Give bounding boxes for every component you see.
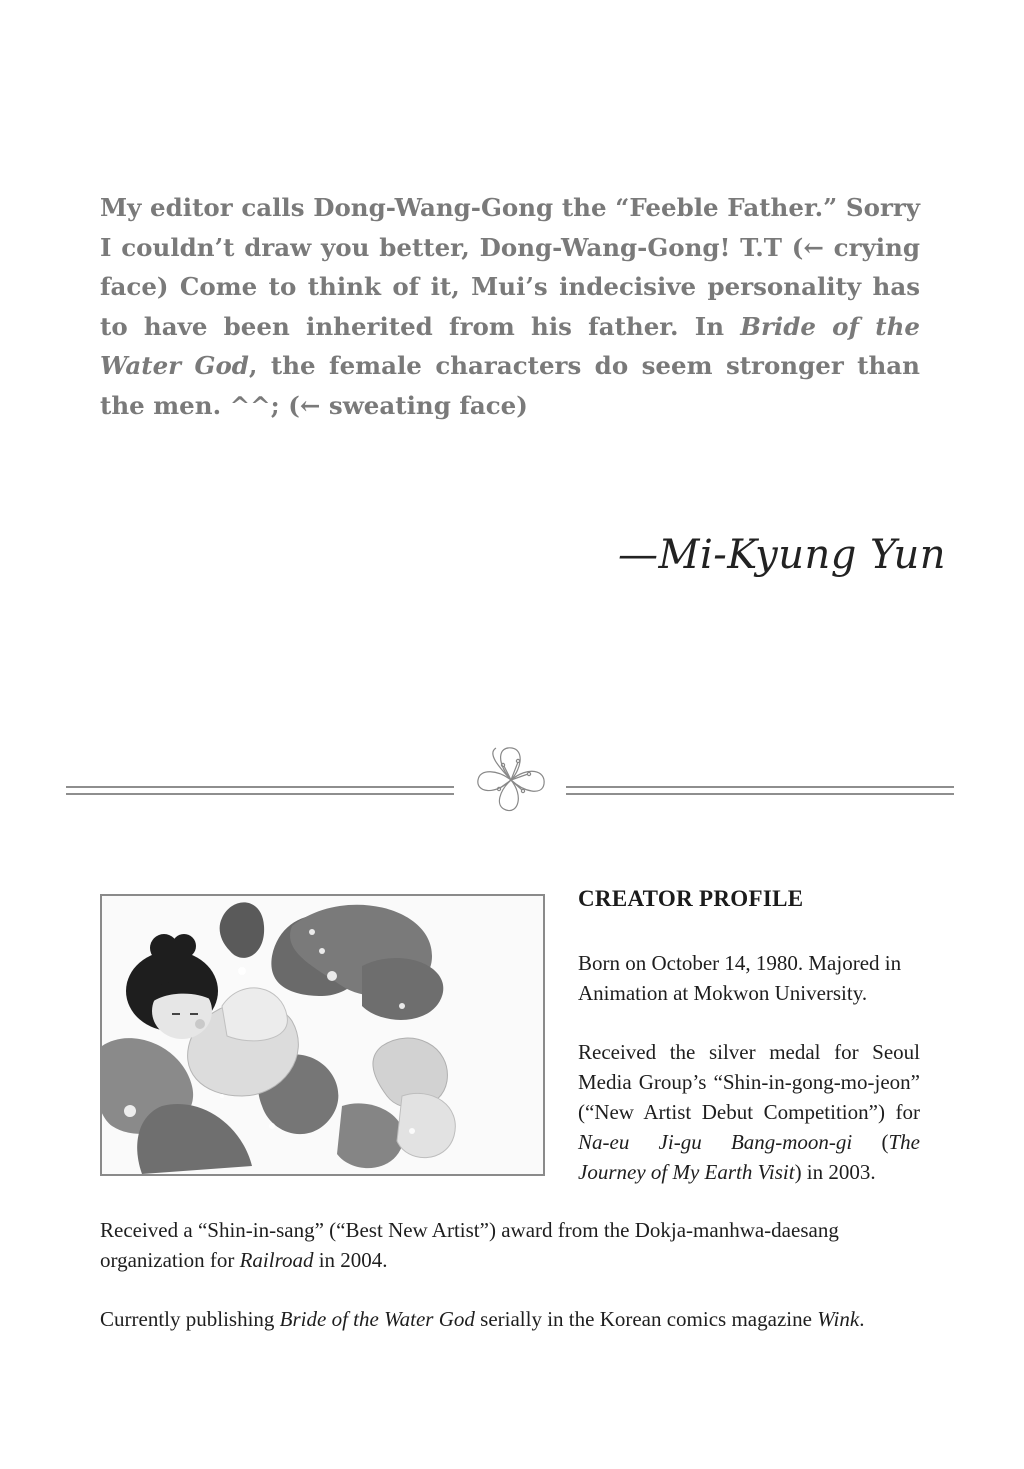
profile-current-text-a: Currently publishing: [100, 1307, 280, 1331]
profile-award-title: Railroad: [239, 1248, 314, 1272]
divider-left: [66, 786, 454, 795]
profile-award: [100, 1215, 920, 1275]
profile-medal-text-c: ) in 2003.: [794, 1160, 876, 1184]
divider-right: [566, 786, 954, 795]
note-text-2: , the female characters do seem stronger than the men. ^^; (← sweating face): [100, 351, 920, 420]
girl-among-flowers-illustration: [102, 896, 543, 1174]
profile-medal-translation: The Journey of My Earth Visit: [578, 1130, 920, 1184]
profile-current-magazine: Wink: [817, 1307, 860, 1331]
creator-illustration: [100, 894, 545, 1176]
author-signature: —Mi-Kyung Yun: [618, 532, 946, 578]
profile-award-text-b: in 2004.: [313, 1248, 388, 1272]
profile-medal-text-b: (: [852, 1130, 889, 1154]
flower-icon: [466, 740, 556, 820]
profile-current-text-b: serially in the Korean comics magazine: [474, 1307, 818, 1331]
profile-current-text-c: .: [859, 1307, 865, 1331]
profile-medal-text-a: Received the silver medal for Seoul Media Group’s “Shin-in-gong-mo-jeon” (“New Artist Debut Competition”) for: [578, 1040, 920, 1124]
profile-current-title: Bride of the Water God: [279, 1307, 475, 1331]
profile-award-text-a: Received a “Shin-in-sang” (“Best New Artist”) award from the Dokja-manhwa-daesang organization for: [100, 1218, 839, 1272]
profile-medal-title: Na-eu Ji-gu Bang-moon-gi: [578, 1130, 853, 1154]
profile-medal: [578, 1037, 920, 1187]
note-text-1: My editor calls Dong-Wang-Gong the “Feeble Father.” Sorry I couldn’t draw you better, Dong-Wang-Gong! T.T (← crying face) Come to think of it, Mui’s indecisive personality has to have been inherited from his father. In: [100, 193, 920, 341]
author-note: [100, 188, 920, 425]
profile-current: [100, 1304, 930, 1334]
note-book-title: Bride of the Water God: [100, 311, 920, 380]
profile-born: Born on October 14, 1980. Majored in Animation at Mokwon University.: [578, 951, 902, 1005]
profile-heading: CREATOR PROFILE: [578, 886, 804, 911]
